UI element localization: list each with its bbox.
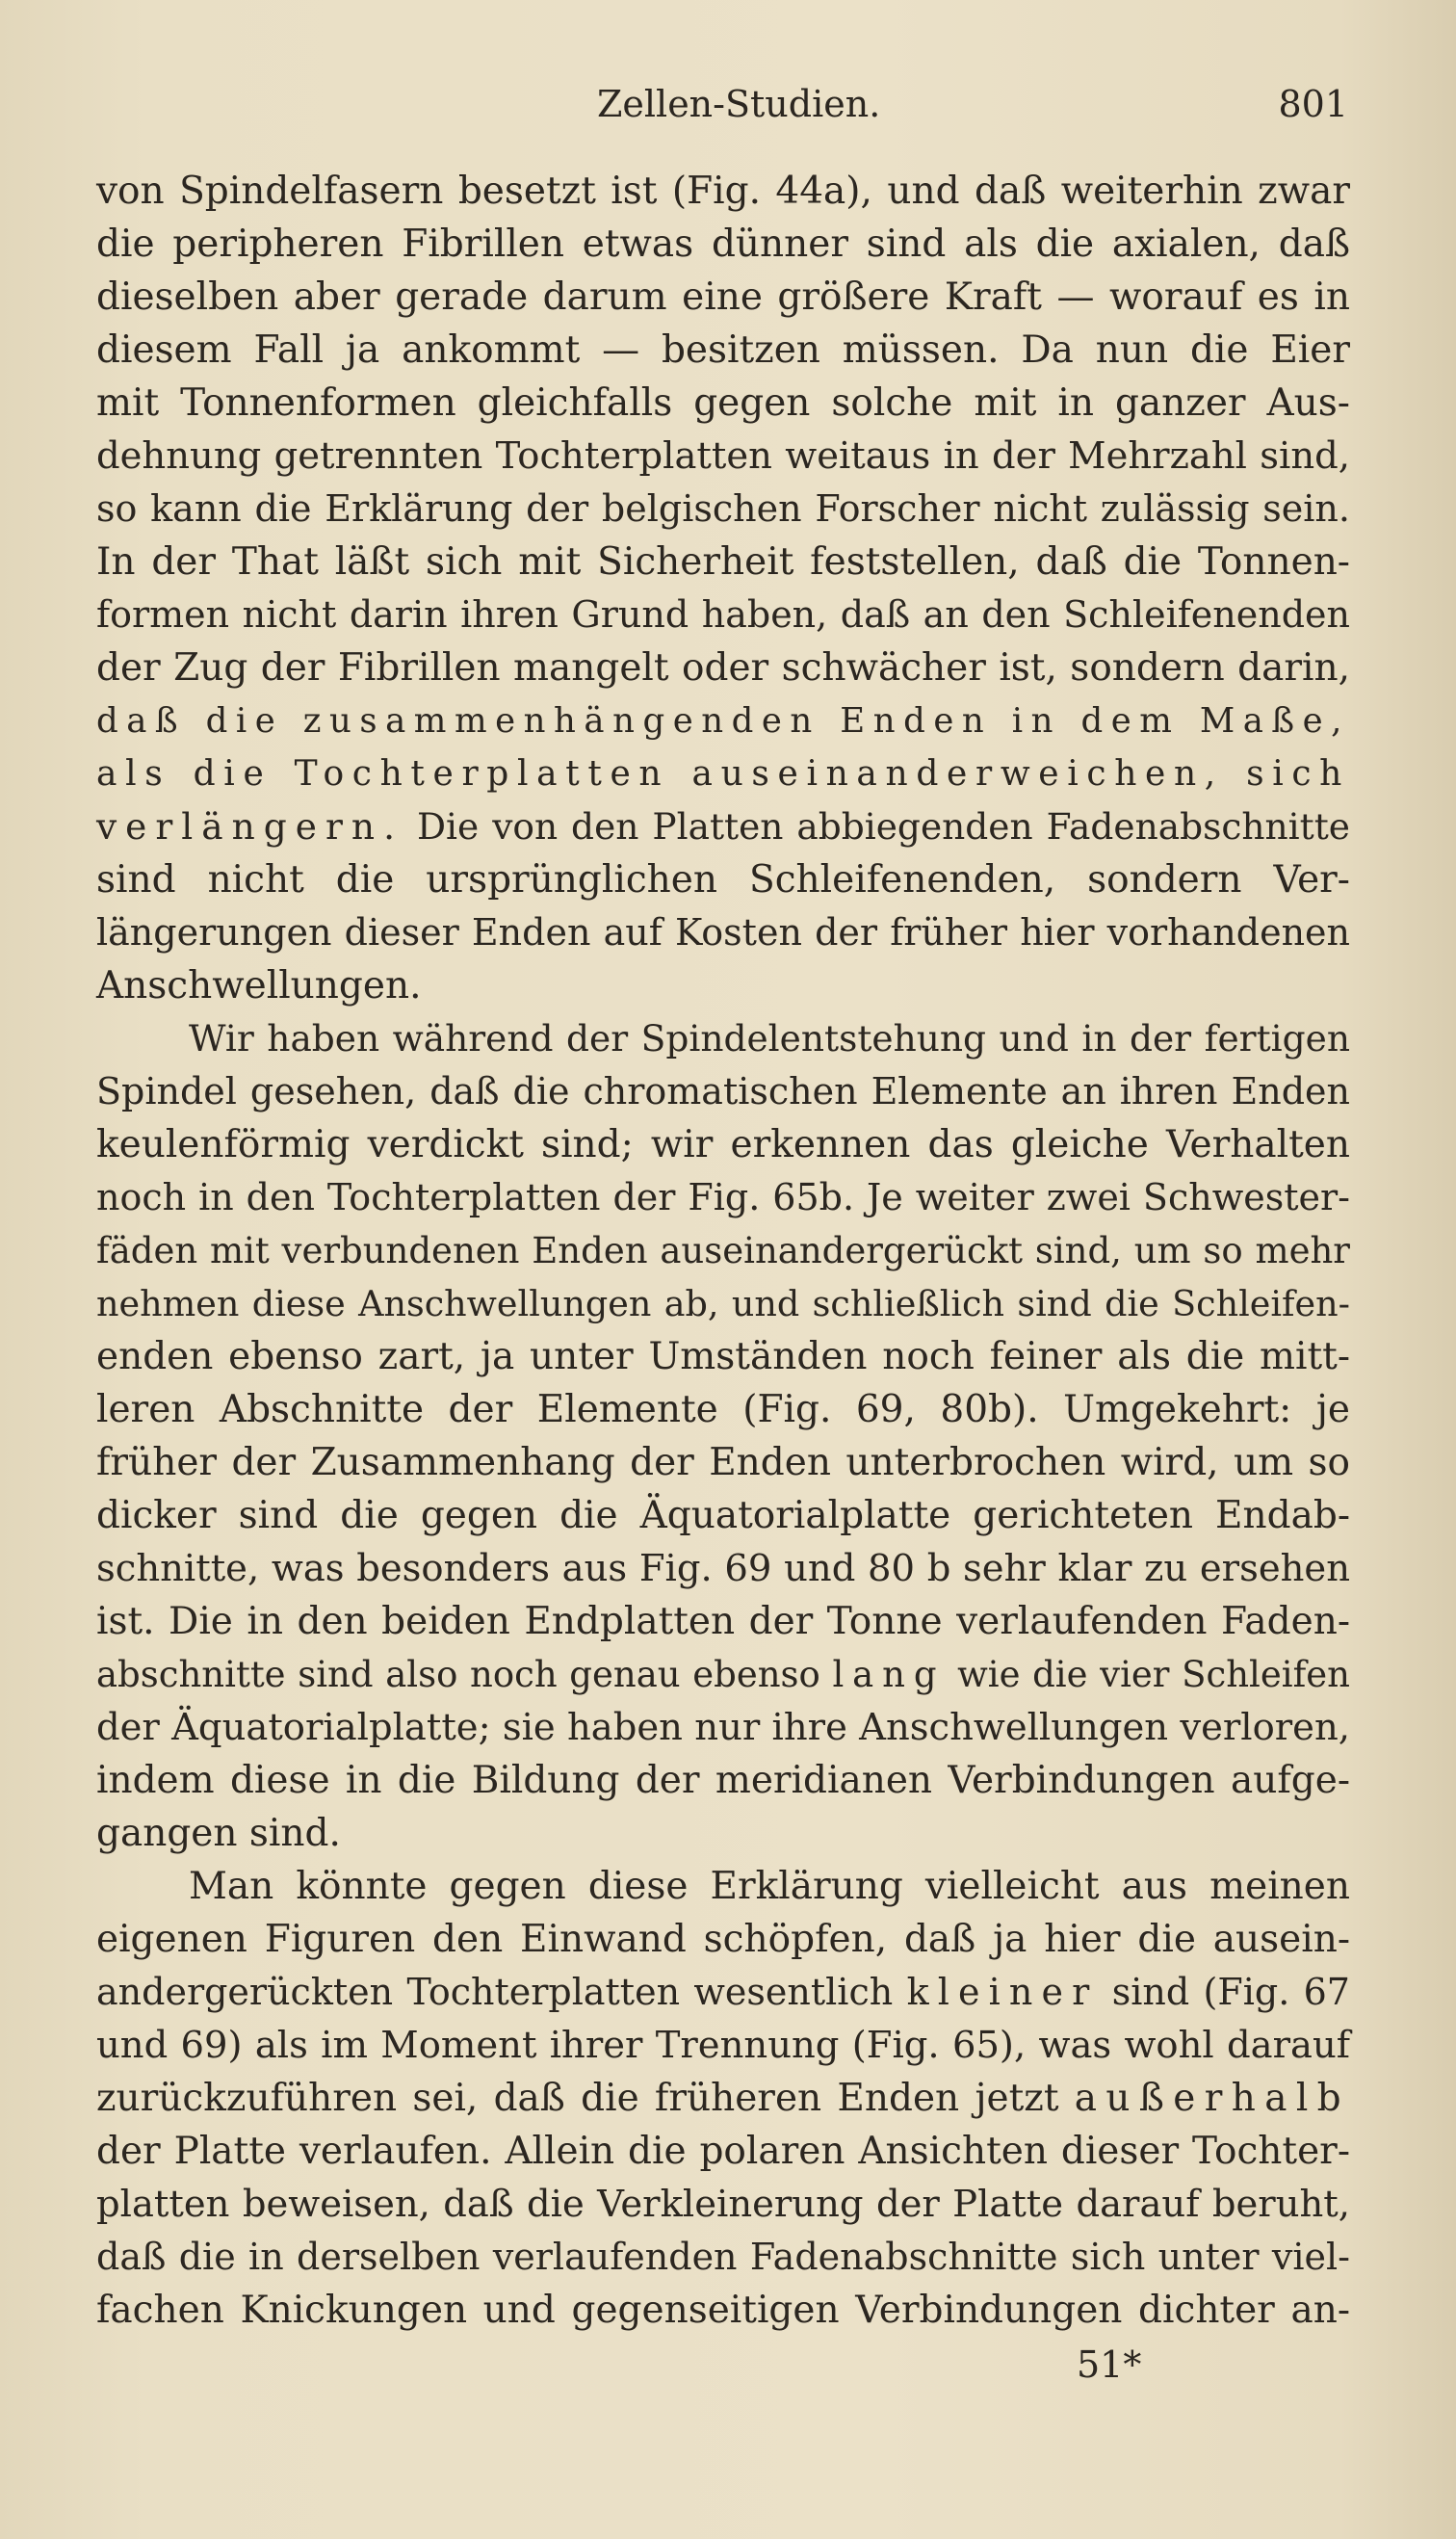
running-header bbox=[96, 75, 1348, 133]
text-line: formen nicht darin ihren Grund haben, daß an den Schleifenenden bbox=[96, 593, 1350, 636]
text-line: nehmen diese Anschwellungen ab, und schließlich sind die Schleifen- bbox=[96, 1283, 1350, 1324]
signature-mark: 51* bbox=[1077, 2343, 1142, 2386]
text-line: der Platte verlaufen. Allein die polaren Ansichten dieser Tochter- bbox=[96, 2130, 1350, 2173]
text-segment: sind (Fig. 67 bbox=[1111, 1971, 1350, 2013]
text-segment: Die von den Platten abbiegenden Fadenabschnitte bbox=[416, 805, 1351, 848]
text-segment: abschnitte sind also noch genau ebenso bbox=[96, 1654, 820, 1695]
text-line: keulenförmig verdickt sind; wir erkennen das gleiche Verhalten bbox=[96, 1123, 1350, 1166]
text-line: diesem Fall ja ankommt — besitzen müssen. Da nun die Eier bbox=[96, 328, 1350, 372]
text-line-mixed bbox=[96, 1966, 1350, 2019]
text-line: der Äquatorialplatte; sie haben nur ihre Anschwellungen verloren, bbox=[96, 1706, 1350, 1749]
text-line: leren Abschnitte der Elemente (Fig. 69, 80b). Umgekehrt: je bbox=[96, 1388, 1350, 1431]
text-line-paragraph-end: gangen sind. bbox=[96, 1812, 341, 1855]
page-number: 801 bbox=[1278, 83, 1348, 125]
text-line: indem diese in die Bildung der meridianen Verbindungen aufge- bbox=[96, 1759, 1350, 1802]
emphasis-word: verlängern. bbox=[96, 805, 404, 848]
text-line-mixed bbox=[96, 1648, 1350, 1701]
text-line: längerungen dieser Enden auf Kosten der früher hier vorhandenen bbox=[96, 911, 1350, 954]
text-segment: wie die vier Schleifen bbox=[957, 1654, 1351, 1695]
text-line-emphasis: daß die zusammenhängenden Enden in dem Maße, bbox=[96, 701, 1350, 741]
text-line: früher der Zusammenhang der Enden unterbrochen wird, um so bbox=[96, 1441, 1350, 1484]
text-segment: zurückzuführen sei, daß die früheren Enden jetzt bbox=[96, 2077, 1059, 2120]
body-text bbox=[96, 165, 1350, 2337]
text-segment: andergerückten Tochterplatten wesentlich bbox=[96, 1971, 894, 2013]
emphasis-word: lang bbox=[832, 1654, 946, 1695]
text-line-mixed bbox=[96, 800, 1350, 853]
text-line: daß die in derselben verlaufenden Fadenabschnitte sich unter viel- bbox=[96, 2236, 1350, 2278]
text-line: dehnung getrennten Tochterplatten weitaus in der Mehrzahl sind, bbox=[96, 434, 1350, 478]
text-line: die peripheren Fibrillen etwas dünner sind als die axialen, daß bbox=[96, 222, 1350, 266]
text-line: In der That läßt sich mit Sicherheit feststellen, daß die Tonnen- bbox=[96, 540, 1350, 584]
text-line-mixed bbox=[96, 2072, 1350, 2125]
text-line: von Spindelfasern besetzt ist (Fig. 44a), und daß weiterhin zwar bbox=[96, 170, 1350, 213]
text-line: dicker sind die gegen die Äquatorialplatte gerichteten Endab- bbox=[96, 1494, 1350, 1537]
running-title: Zellen-Studien. bbox=[597, 83, 881, 125]
text-line-paragraph-start: Wir haben während der Spindelentstehung und in der fertigen bbox=[189, 1017, 1350, 1060]
emphasis-word: außerhalb bbox=[1074, 2077, 1350, 2120]
text-line: und 69) als im Moment ihrer Trennung (Fig. 65), was wohl darauf bbox=[96, 2024, 1350, 2067]
text-line: schnitte, was besonders aus Fig. 69 und 80 b sehr klar zu ersehen bbox=[96, 1547, 1350, 1590]
text-line: der Zug der Fibrillen mangelt oder schwächer ist, sondern darin, bbox=[96, 646, 1350, 690]
text-line-paragraph-end: Anschwellungen. bbox=[96, 964, 422, 1008]
text-line: platten beweisen, daß die Verkleinerung der Platte darauf beruht, bbox=[96, 2183, 1350, 2226]
text-line: enden ebenso zart, ja unter Umständen noch feiner als die mitt- bbox=[96, 1335, 1350, 1378]
text-line: sind nicht die ursprünglichen Schleifenenden, sondern Ver- bbox=[96, 858, 1350, 902]
text-line: fäden mit verbundenen Enden auseinandergerückt sind, um so mehr bbox=[96, 1230, 1350, 1271]
text-line: eigenen Figuren den Einwand schöpfen, daß ja hier die ausein- bbox=[96, 1918, 1350, 1961]
text-line: Spindel gesehen, daß die chromatischen Elemente an ihren Enden bbox=[96, 1070, 1350, 1112]
text-line-emphasis: als die Tochterplatten auseinanderweichen, sich bbox=[96, 754, 1350, 794]
text-line: fachen Knickungen und gegenseitigen Verbindungen dichter an- bbox=[96, 2289, 1350, 2332]
text-line: noch in den Tochterplatten der Fig. 65b. Je weiter zwei Schwester- bbox=[96, 1176, 1350, 1218]
emphasis-word: kleiner bbox=[906, 1971, 1099, 2013]
text-line: dieselben aber gerade darum eine größere Kraft — worauf es in bbox=[96, 275, 1350, 319]
text-line: ist. Die in den beiden Endplatten der Tonne verlaufenden Faden- bbox=[96, 1600, 1350, 1643]
text-line: so kann die Erklärung der belgischen Forscher nicht zulässig sein. bbox=[96, 487, 1350, 530]
text-line: mit Tonnenformen gleichfalls gegen solche mit in ganzer Aus- bbox=[96, 381, 1350, 425]
text-line-paragraph-start: Man könnte gegen diese Erklärung vielleicht aus meinen bbox=[189, 1865, 1350, 1908]
